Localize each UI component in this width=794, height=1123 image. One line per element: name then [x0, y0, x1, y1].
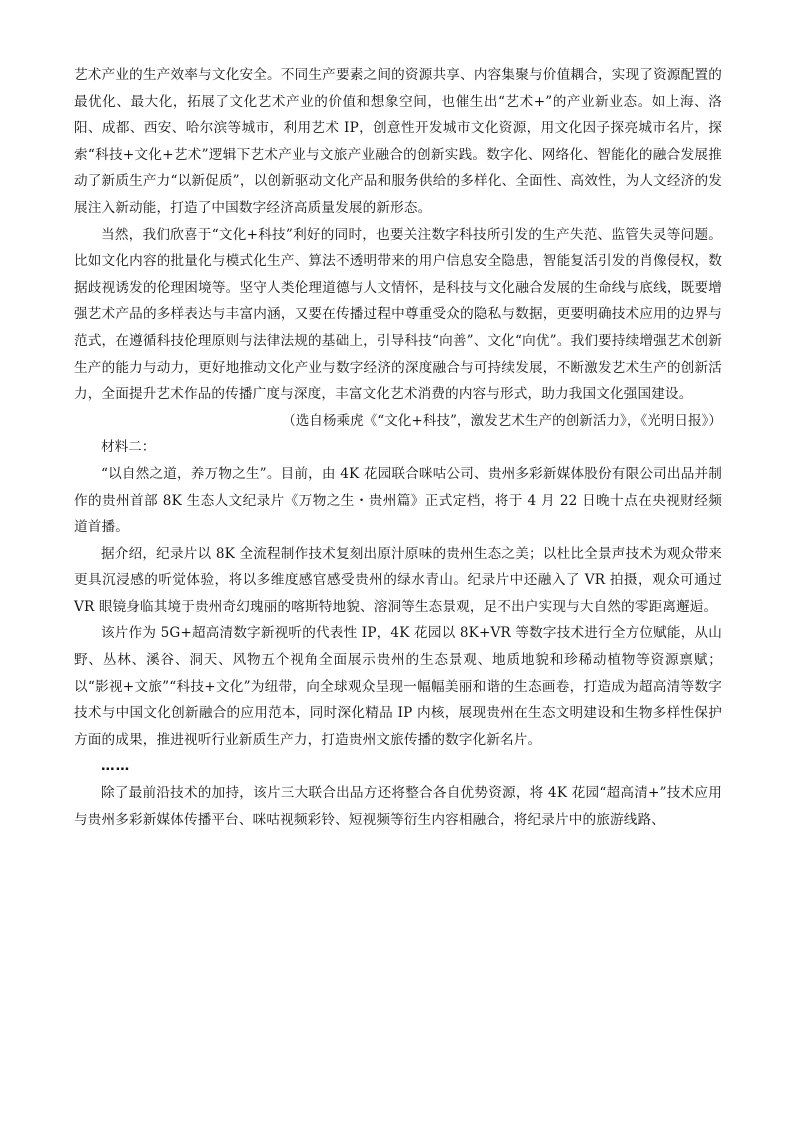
paragraph-1: 艺术产业的生产效率与文化安全。不同生产要素之间的资源共享、内容集聚与价值耦合，实现了资源配置的最优化、最大化，拓展了文化艺术产业的价值和想象空间，也催生出“艺术+”的产业新业态。如上海、洛阳、成都、西安、哈尔滨等城市，利用艺术 IP，创意性开发城市文化资源，用文化因子探亮城市名片，探索“科技+文化+艺术”逻辑下艺术产业与文旅产业融合的创新实践。数字化、网络化、智能化的融合发展推动了新质生产力“以新促质”，以创新驱动文化产品和服务供给的多样化、全面性、高效性，为人文经济的发展注入新动能，打造了中国数字经济高质量发展的新形态。 — [74, 67, 722, 216]
document-body — [74, 62, 722, 833]
paragraph-2: 当然，我们欣喜于“文化+科技”利好的同时，也要关注数字科技所引发的生产失范、监管失灵等问题。比如文化内容的批量化与模式化生产、算法不透明带来的用户信息安全隐患，智能复活引发的肖像侵权，数据歧视诱发的伦理困境等。坚守人类伦理道德与人文情怀，是科技与文化融合发展的生命线与底线，既要增强艺术产品的多样表达与丰富内涵，又要在传播过程中尊重受众的隐私与数据，更要明确技术应用的边界与范式，在遵循科技伦理原则与法律法规的基础上，引导科技“向善”、文化“向优”。我们要持续增强艺术创新生产的能力与动力，更好地推动文化产业与数字经济的深度融合与可持续发展，不断激发艺术生产的创新活力，全面提升艺术作品的传播广度与深度，丰富文化艺术消费的内容与形式，助力我国文化强国建设。 — [74, 226, 722, 403]
paragraph-6: 除了最前沿技术的加持，该片三大联合出品方还将整合各自优势资源，将 4K 花园“超高清+”技术应用与贵州多彩新媒体传播平台、咪咕视频彩铃、短视频等衍生内容相融合，将纪录片中的旅游线路、 — [74, 785, 722, 828]
source-citation: （选自杨乘虎《“文化+科技”，激发艺术生产的创新活力》，《光明日报》） — [282, 412, 722, 429]
paragraph-5: 该片作为 5G+超高清数字新视听的代表性 IP，4K 花园以 8K+VR 等数字技术进行全方位赋能，从山野、丛林、溪谷、洞天、风物五个视角全面展示贵州的生态景观、地质地貌和珍稀动植物等资源禀赋；以“影视+文旅”“科技+文化”为纽带，向全球观众呈现一幅幅美丽和谐的生态画卷，打造成为超高清等数字技术与中国文化创新融合的应用范本，同时深化精品 IP 内核，展现贵州在生态文明建设和生物多样性保护方面的成果，推进视听行业新质生产力，打造贵州文旅传播的数字化新名片。 — [74, 625, 722, 748]
paragraph-3: “以自然之道，养万物之生”。目前，由 4K 花园联合咪咕公司、贵州多彩新媒体股份有限公司出品并制作的贵州首部 8K 生态人文纪录片《万物之生・贵州篇》正式定档，将于 4 月 22 日晚十点在央视财经频道首播。 — [74, 465, 722, 536]
material-two-label: 材料二： — [101, 439, 156, 456]
paragraph-4: 据介绍，纪录片以 8K 全流程制作技术复刻出原汁原味的贵州生态之美；以杜比全景声技术为观众带来更具沉浸感的听觉体验，将以多维度感官感受贵州的绿水青山。纪录片中还融入了 VR 拍摄，观众可通过 VR 眼镜身临其境于贵州奇幻瑰丽的喀斯特地貌、溶洞等生态景观，足不出户实现与大自然的零距离邂逅。 — [74, 545, 722, 615]
ellipsis-marker: …… — [101, 758, 131, 775]
